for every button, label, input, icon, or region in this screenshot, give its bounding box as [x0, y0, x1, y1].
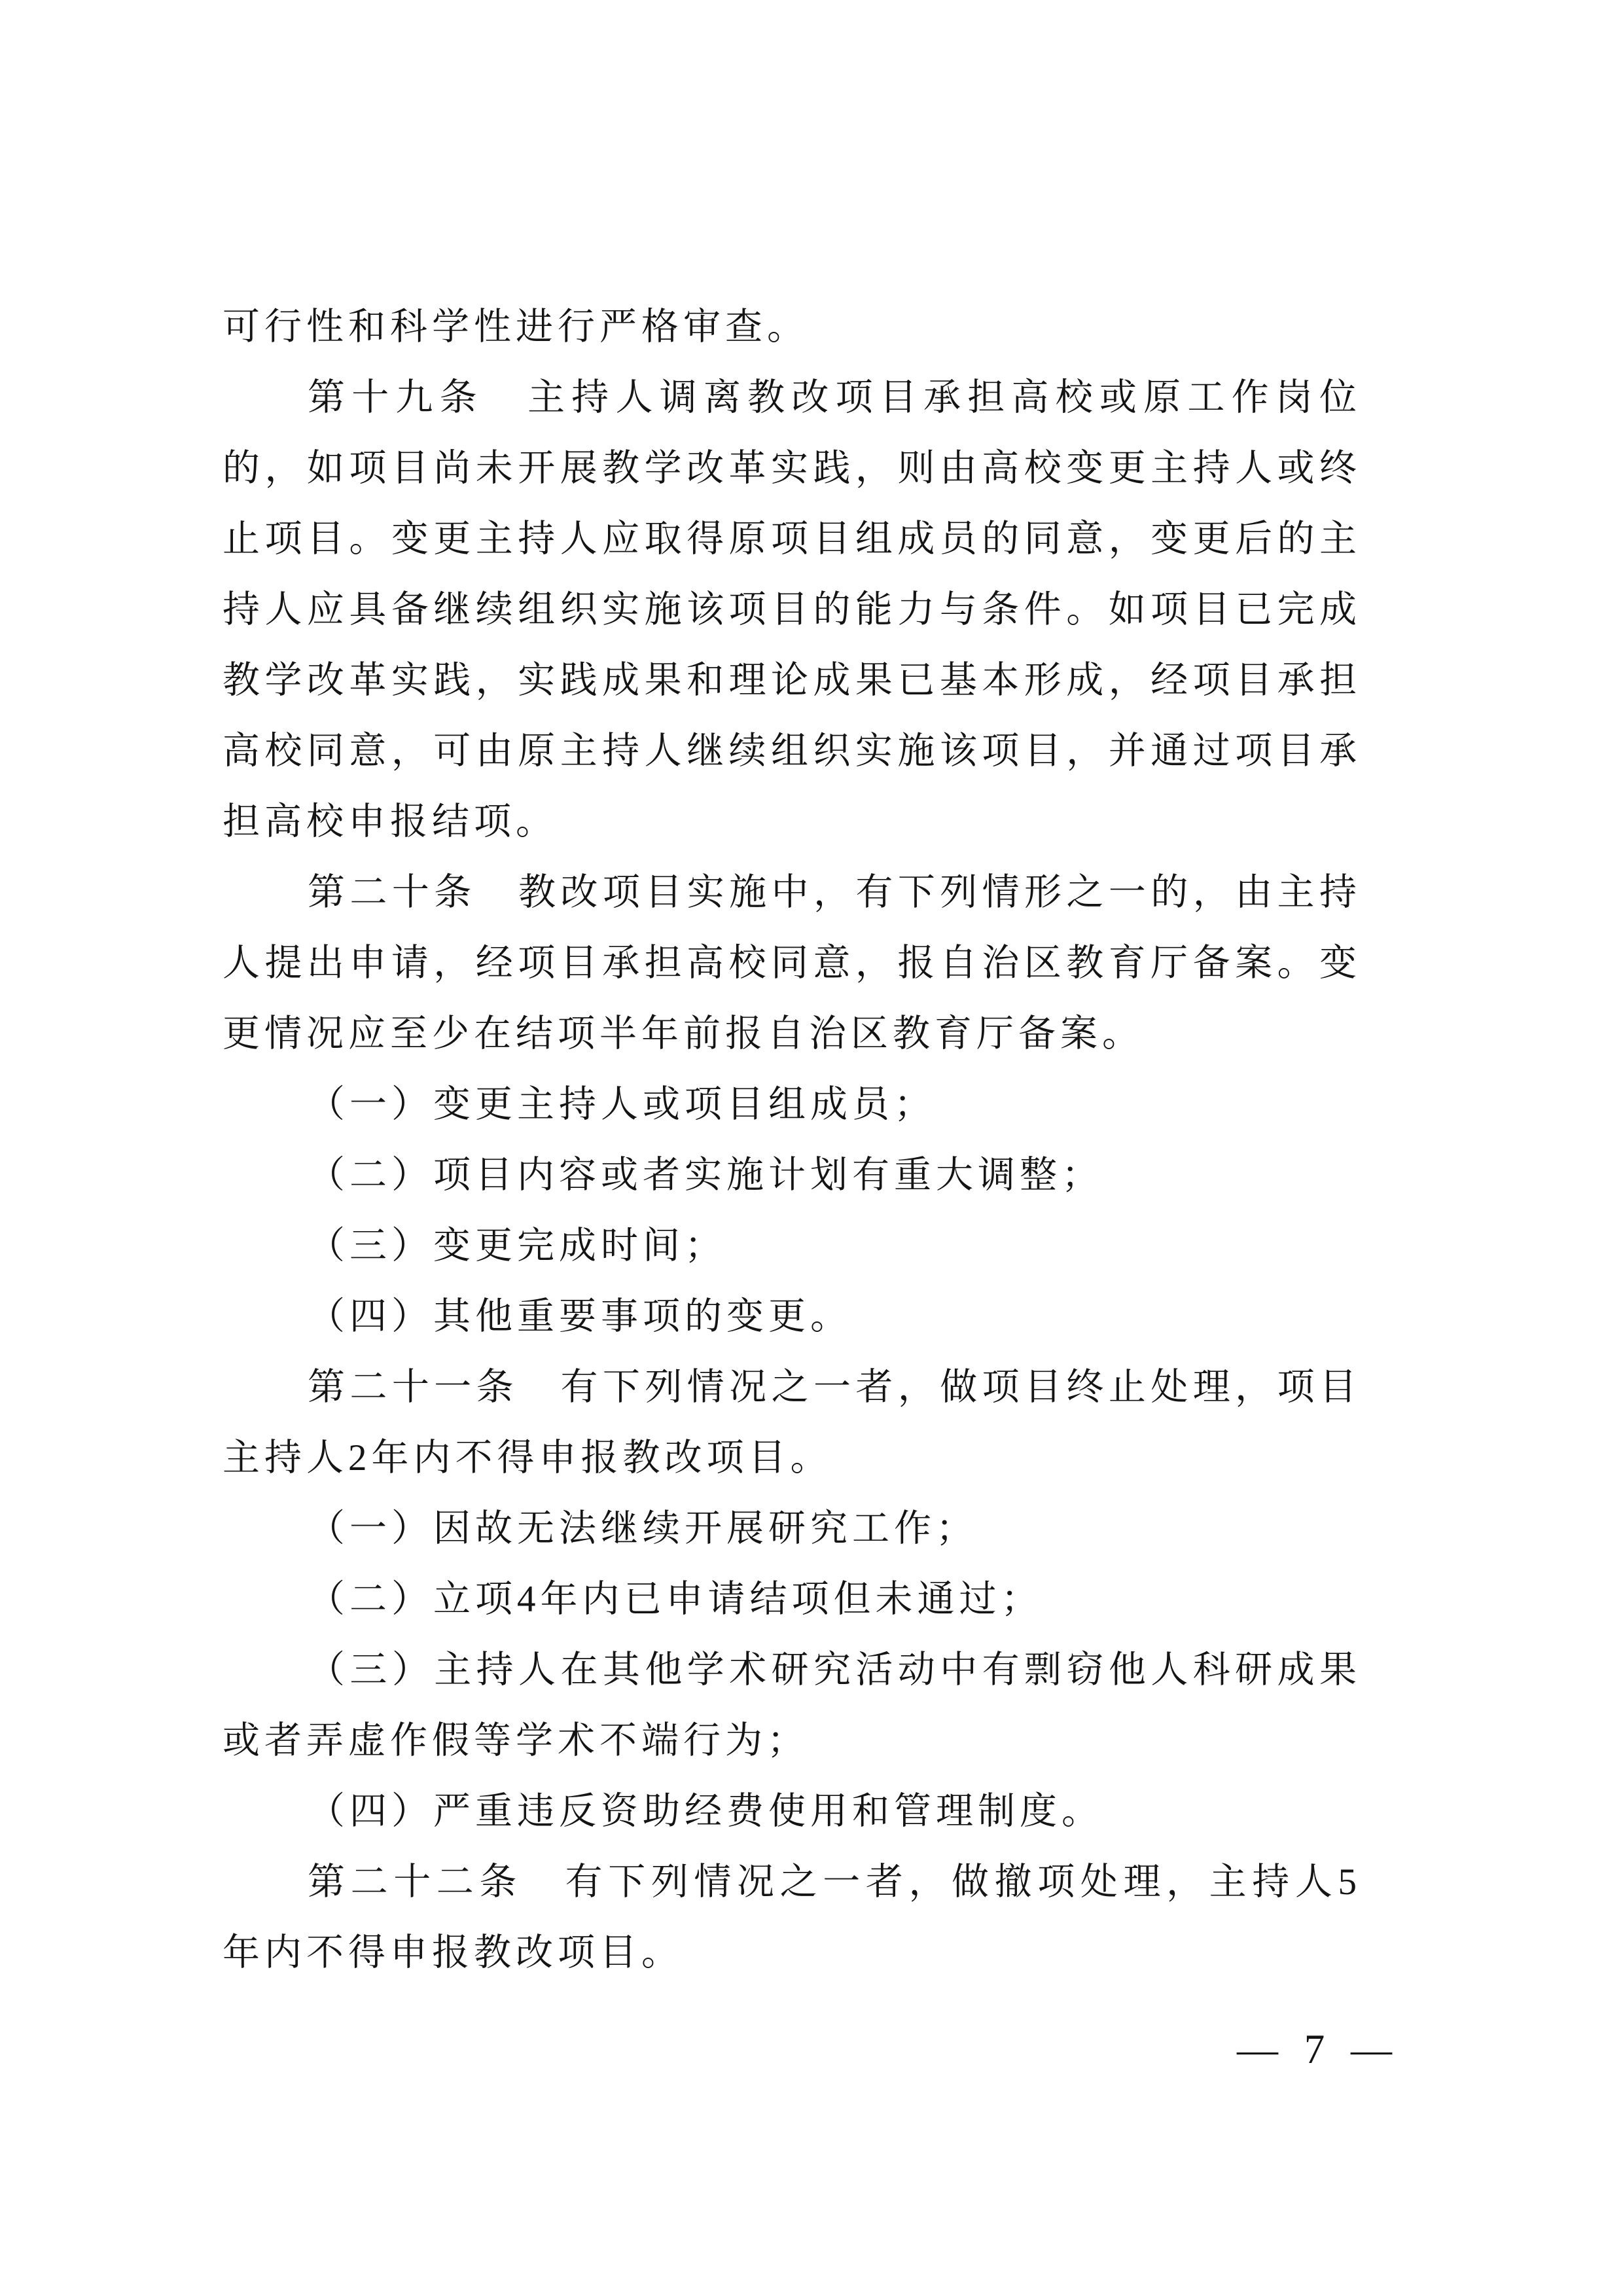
text-line: 教学改革实践，实践成果和理论成果已基本形成，经项目承担 [223, 660, 1361, 701]
text-line-item-4: （四）严重违反资助经费使用和管理制度。 [308, 1791, 1103, 1832]
text-line: 更情况应至少在结项半年前报自治区教育厅备案。 [223, 1013, 1144, 1054]
text-line-item-2: （二）立项4年内已申请结项但未通过； [308, 1579, 1043, 1620]
text-line: 担高校申报结项。 [223, 801, 558, 842]
text-line: 持人应具备继续组织实施该项目的能力与条件。如项目已完成 [223, 589, 1361, 630]
text-line: 的，如项目尚未开展教学改革实践，则由高校变更主持人或终 [223, 448, 1361, 489]
text-line: 年内不得申报教改项目。 [223, 1932, 683, 1973]
text-line: 主持人2年内不得申报教改项目。 [223, 1437, 832, 1479]
text-line-item-2: （二）项目内容或者实施计划有重大调整； [308, 1155, 1103, 1196]
page-number: — 7 — [1237, 2026, 1393, 2072]
text-line-item-4: （四）其他重要事项的变更。 [308, 1296, 852, 1337]
text-line-item-1: （一）因故无法继续开展研究工作； [308, 1508, 978, 1549]
text-line: 高校同意，可由原主持人继续组织实施该项目，并通过项目承 [223, 730, 1361, 772]
text-line-item-3: （三）变更完成时间； [308, 1225, 726, 1266]
text-line: 人提出申请，经项目承担高校同意，报自治区教育厅备案。变 [223, 942, 1361, 984]
text-line-item-1: （一）变更主持人或项目组成员； [308, 1084, 936, 1125]
text-line-item-3: （三）主持人在其他学术研究活动中有剽窃他人科研成果 [308, 1649, 1361, 1691]
text-line-article-21: 第二十一条 有下列情况之一者，做项目终止处理，项目 [308, 1367, 1361, 1408]
document-body [223, 292, 1361, 1988]
text-line: 止项目。变更主持人应取得原项目组成员的同意，变更后的主 [223, 518, 1361, 560]
text-line: 可行性和科学性进行严格审查。 [223, 306, 809, 348]
text-line-article-22: 第二十二条 有下列情况之一者，做撤项处理，主持人5 [308, 1861, 1361, 1903]
text-line: 或者弄虚作假等学术不端行为； [223, 1720, 809, 1761]
text-line-article-19: 第十九条 主持人调离教改项目承担高校或原工作岗位 [308, 377, 1361, 418]
text-line-article-20: 第二十条 教改项目实施中，有下列情形之一的，由主持 [308, 872, 1361, 913]
